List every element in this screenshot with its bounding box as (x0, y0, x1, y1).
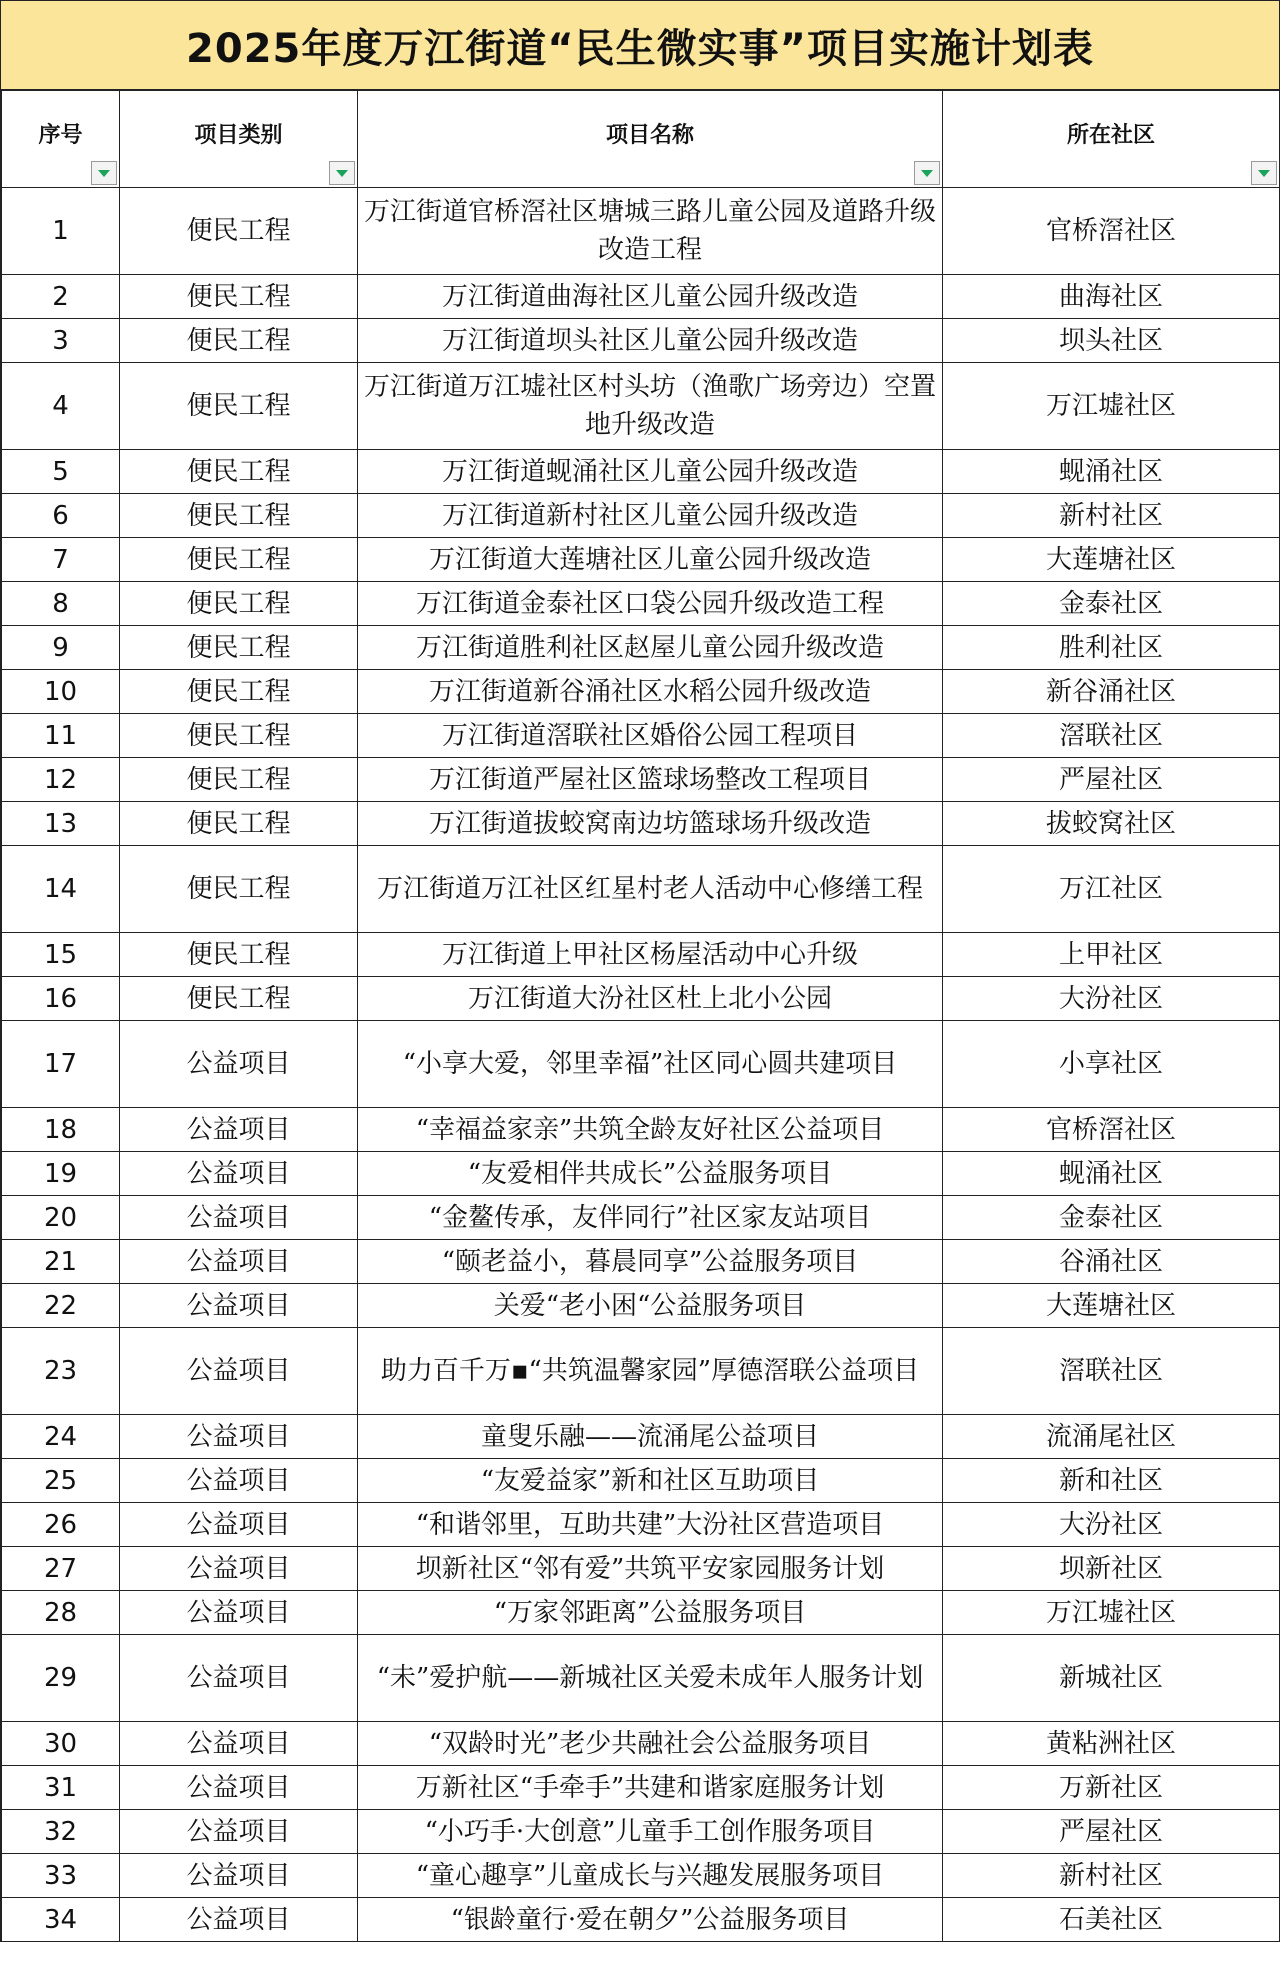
cell-category[interactable]: 公益项目 (120, 1547, 358, 1591)
cell-project-name[interactable]: “幸福益家亲”共筑全龄友好社区公益项目 (358, 1108, 943, 1152)
cell-community[interactable]: 拔蛟窝社区 (943, 802, 1280, 846)
cell-community[interactable]: 大汾社区 (943, 1503, 1280, 1547)
cell-category[interactable]: 公益项目 (120, 1854, 358, 1898)
table-row (2, 1766, 1280, 1810)
project-table (1, 90, 1280, 1942)
cell-community[interactable]: 黄粘洲社区 (943, 1722, 1280, 1766)
cell-no[interactable]: 29 (2, 1635, 120, 1722)
cell-no[interactable]: 4 (2, 363, 120, 450)
cell-project-name[interactable]: 万江街道坝头社区儿童公园升级改造 (358, 319, 943, 363)
cell-category[interactable]: 便民工程 (120, 582, 358, 626)
cell-category[interactable]: 便民工程 (120, 977, 358, 1021)
cell-community[interactable]: 金泰社区 (943, 582, 1280, 626)
cell-category[interactable]: 公益项目 (120, 1240, 358, 1284)
filter-dropdown-icon[interactable] (914, 161, 940, 185)
cell-no[interactable]: 7 (2, 538, 120, 582)
cell-community[interactable]: 滘联社区 (943, 714, 1280, 758)
cell-project-name[interactable]: “友爱相伴共成长”公益服务项目 (358, 1152, 943, 1196)
header-label: 序号 (38, 122, 83, 148)
cell-community[interactable]: 大莲塘社区 (943, 538, 1280, 582)
cell-no[interactable]: 3 (2, 319, 120, 363)
cell-project-name[interactable]: “未”爱护航——新城社区关爱未成年人服务计划 (358, 1635, 943, 1722)
cell-category[interactable]: 便民工程 (120, 363, 358, 450)
cell-project-name[interactable]: “童心趣享”儿童成长与兴趣发展服务项目 (358, 1854, 943, 1898)
cell-no[interactable]: 30 (2, 1722, 120, 1766)
table-row (2, 450, 1280, 494)
cell-category[interactable]: 便民工程 (120, 450, 358, 494)
cell-category[interactable]: 便民工程 (120, 626, 358, 670)
header-label: 项目名称 (605, 122, 694, 148)
cell-project-name[interactable]: 万江街道滘联社区婚俗公园工程项目 (358, 714, 943, 758)
cell-no[interactable]: 10 (2, 670, 120, 714)
cell-project-name[interactable]: “友爱益家”新和社区互助项目 (358, 1459, 943, 1503)
cell-category[interactable]: 公益项目 (120, 1415, 358, 1459)
table-row (2, 1898, 1280, 1942)
cell-community[interactable]: 蚬涌社区 (943, 450, 1280, 494)
cell-community[interactable]: 小享社区 (943, 1021, 1280, 1108)
cell-no[interactable]: 23 (2, 1328, 120, 1415)
cell-project-name[interactable]: “颐老益小，暮晨同享”公益服务项目 (358, 1240, 943, 1284)
cell-category[interactable]: 便民工程 (120, 846, 358, 933)
cell-community[interactable]: 官桥滘社区 (943, 1108, 1280, 1152)
table-row (2, 802, 1280, 846)
cell-no[interactable]: 19 (2, 1152, 120, 1196)
cell-category[interactable]: 公益项目 (120, 1766, 358, 1810)
cell-no[interactable]: 21 (2, 1240, 120, 1284)
cell-community[interactable]: 石美社区 (943, 1898, 1280, 1942)
cell-community[interactable]: 万江墟社区 (943, 363, 1280, 450)
cell-community[interactable]: 官桥滘社区 (943, 188, 1280, 275)
cell-community[interactable]: 新村社区 (943, 494, 1280, 538)
cell-project-name[interactable]: 万江街道上甲社区杨屋活动中心升级 (358, 933, 943, 977)
cell-no[interactable]: 27 (2, 1547, 120, 1591)
cell-no[interactable]: 5 (2, 450, 120, 494)
cell-category[interactable]: 公益项目 (120, 1898, 358, 1942)
table-row (2, 582, 1280, 626)
cell-community[interactable]: 万新社区 (943, 1766, 1280, 1810)
cell-project-name[interactable]: 万江街道新谷涌社区水稻公园升级改造 (358, 670, 943, 714)
cell-category[interactable]: 公益项目 (120, 1328, 358, 1415)
cell-no[interactable]: 28 (2, 1591, 120, 1635)
cell-no[interactable]: 2 (2, 275, 120, 319)
cell-project-name[interactable]: 万江街道胜利社区赵屋儿童公园升级改造 (358, 626, 943, 670)
cell-category[interactable]: 公益项目 (120, 1635, 358, 1722)
cell-category[interactable]: 公益项目 (120, 1152, 358, 1196)
table-row (2, 1284, 1280, 1328)
cell-category[interactable]: 公益项目 (120, 1722, 358, 1766)
cell-project-name[interactable]: 万江街道曲海社区儿童公园升级改造 (358, 275, 943, 319)
cell-no[interactable]: 8 (2, 582, 120, 626)
table-row (2, 275, 1280, 319)
table-body (2, 188, 1280, 1942)
table-row (2, 1459, 1280, 1503)
cell-no[interactable]: 12 (2, 758, 120, 802)
header-cell-category (120, 91, 358, 188)
cell-category[interactable]: 公益项目 (120, 1021, 358, 1108)
cell-category[interactable]: 公益项目 (120, 1810, 358, 1854)
cell-category[interactable]: 公益项目 (120, 1459, 358, 1503)
table-row (2, 1240, 1280, 1284)
cell-community[interactable]: 蚬涌社区 (943, 1152, 1280, 1196)
cell-project-name[interactable]: 童叟乐融——流涌尾公益项目 (358, 1415, 943, 1459)
table-row (2, 714, 1280, 758)
cell-category[interactable]: 便民工程 (120, 494, 358, 538)
cell-category[interactable]: 公益项目 (120, 1108, 358, 1152)
cell-project-name[interactable]: 万江街道大汾社区杜上北小公园 (358, 977, 943, 1021)
table-row (2, 1415, 1280, 1459)
cell-category[interactable]: 便民工程 (120, 933, 358, 977)
cell-category[interactable]: 便民工程 (120, 319, 358, 363)
cell-no[interactable]: 16 (2, 977, 120, 1021)
table-row (2, 494, 1280, 538)
table-row (2, 933, 1280, 977)
cell-no[interactable]: 20 (2, 1196, 120, 1240)
cell-project-name[interactable]: 助力百千万▪“共筑温馨家园”厚德滘联公益项目 (358, 1328, 943, 1415)
cell-project-name[interactable]: “双龄时光”老少共融社会公益服务项目 (358, 1722, 943, 1766)
table-row (2, 670, 1280, 714)
table-row (2, 1196, 1280, 1240)
table-row (2, 363, 1280, 450)
cell-community[interactable]: 上甲社区 (943, 933, 1280, 977)
cell-project-name[interactable]: 万江街道严屋社区篮球场整改工程项目 (358, 758, 943, 802)
table-row (2, 1635, 1280, 1722)
table-row (2, 188, 1280, 275)
cell-category[interactable]: 便民工程 (120, 188, 358, 275)
sheet-title: 2025年度万江街道“民生微实事”项目实施计划表 (1, 0, 1279, 90)
cell-community[interactable]: 万江社区 (943, 846, 1280, 933)
cell-no[interactable]: 32 (2, 1810, 120, 1854)
cell-category[interactable]: 公益项目 (120, 1284, 358, 1328)
cell-no[interactable]: 1 (2, 188, 120, 275)
cell-no[interactable]: 13 (2, 802, 120, 846)
cell-no[interactable]: 31 (2, 1766, 120, 1810)
cell-no[interactable]: 14 (2, 846, 120, 933)
cell-project-name[interactable]: 万江街道金泰社区口袋公园升级改造工程 (358, 582, 943, 626)
cell-community[interactable]: 滘联社区 (943, 1328, 1280, 1415)
cell-community[interactable]: 大莲塘社区 (943, 1284, 1280, 1328)
table-row (2, 626, 1280, 670)
cell-project-name[interactable]: 万新社区“手牵手”共建和谐家庭服务计划 (358, 1766, 943, 1810)
cell-no[interactable]: 33 (2, 1854, 120, 1898)
table-row (2, 977, 1280, 1021)
filter-dropdown-icon[interactable] (91, 161, 117, 185)
cell-community[interactable]: 新谷涌社区 (943, 670, 1280, 714)
cell-project-name[interactable]: 万江街道蚬涌社区儿童公园升级改造 (358, 450, 943, 494)
cell-project-name[interactable]: “小巧手·大创意”儿童手工创作服务项目 (358, 1810, 943, 1854)
header-cell-name (358, 91, 943, 188)
table-row (2, 1108, 1280, 1152)
cell-category[interactable]: 便民工程 (120, 714, 358, 758)
cell-project-name[interactable]: 关爱“老小困“公益服务项目 (358, 1284, 943, 1328)
cell-no[interactable]: 9 (2, 626, 120, 670)
cell-category[interactable]: 便民工程 (120, 275, 358, 319)
cell-community[interactable]: 胜利社区 (943, 626, 1280, 670)
filter-dropdown-icon[interactable] (1251, 161, 1277, 185)
cell-project-name[interactable]: 万江街道拔蛟窝南边坊篮球场升级改造 (358, 802, 943, 846)
cell-category[interactable]: 便民工程 (120, 670, 358, 714)
cell-no[interactable]: 11 (2, 714, 120, 758)
cell-community[interactable]: 曲海社区 (943, 275, 1280, 319)
header-label: 所在社区 (1066, 122, 1155, 148)
table-row (2, 1854, 1280, 1898)
cell-category[interactable]: 公益项目 (120, 1591, 358, 1635)
header-cell-no (2, 91, 120, 188)
cell-project-name[interactable]: “和谐邻里，互助共建”大汾社区营造项目 (358, 1503, 943, 1547)
table-row (2, 1021, 1280, 1108)
cell-project-name[interactable]: 万江街道新村社区儿童公园升级改造 (358, 494, 943, 538)
cell-no[interactable]: 25 (2, 1459, 120, 1503)
header-label: 项目类别 (194, 122, 283, 148)
cell-category[interactable]: 便民工程 (120, 538, 358, 582)
cell-category[interactable]: 便民工程 (120, 758, 358, 802)
cell-category[interactable]: 便民工程 (120, 802, 358, 846)
header-cell-community (943, 91, 1280, 188)
cell-community[interactable]: 严屋社区 (943, 758, 1280, 802)
cell-project-name[interactable]: 万江街道大莲塘社区儿童公园升级改造 (358, 538, 943, 582)
cell-community[interactable]: 流涌尾社区 (943, 1415, 1280, 1459)
cell-no[interactable]: 24 (2, 1415, 120, 1459)
cell-community[interactable]: 大汾社区 (943, 977, 1280, 1021)
cell-no[interactable]: 34 (2, 1898, 120, 1942)
cell-category[interactable]: 公益项目 (120, 1503, 358, 1547)
table-row (2, 1503, 1280, 1547)
cell-no[interactable]: 6 (2, 494, 120, 538)
cell-project-name[interactable]: 万江街道万江社区红星村老人活动中心修缮工程 (358, 846, 943, 933)
table-row (2, 758, 1280, 802)
table-row (2, 1328, 1280, 1415)
cell-project-name[interactable]: “金鳌传承，友伴同行”社区家友站项目 (358, 1196, 943, 1240)
cell-category[interactable]: 公益项目 (120, 1196, 358, 1240)
table-row (2, 319, 1280, 363)
table-row (2, 1591, 1280, 1635)
header-row (2, 91, 1280, 188)
cell-no[interactable]: 15 (2, 933, 120, 977)
cell-community[interactable]: 新和社区 (943, 1459, 1280, 1503)
table-row (2, 1810, 1280, 1854)
cell-project-name[interactable]: “小享大爱，邻里幸福”社区同心圆共建项目 (358, 1021, 943, 1108)
cell-community[interactable]: 谷涌社区 (943, 1240, 1280, 1284)
cell-no[interactable]: 17 (2, 1021, 120, 1108)
cell-project-name[interactable]: 万江街道万江墟社区村头坊（渔歌广场旁边）空置地升级改造 (358, 363, 943, 450)
cell-project-name[interactable]: 万江街道官桥滘社区塘城三路儿童公园及道路升级改造工程 (358, 188, 943, 275)
table-row (2, 846, 1280, 933)
filter-dropdown-icon[interactable] (329, 161, 355, 185)
cell-community[interactable]: 坝新社区 (943, 1547, 1280, 1591)
cell-community[interactable]: 金泰社区 (943, 1196, 1280, 1240)
cell-community[interactable]: 新村社区 (943, 1854, 1280, 1898)
cell-no[interactable]: 18 (2, 1108, 120, 1152)
cell-project-name[interactable]: 坝新社区“邻有爱”共筑平安家园服务计划 (358, 1547, 943, 1591)
cell-no[interactable]: 22 (2, 1284, 120, 1328)
table-row (2, 1152, 1280, 1196)
table-row (2, 1722, 1280, 1766)
table-row (2, 538, 1280, 582)
cell-project-name[interactable]: “万家邻距离”公益服务项目 (358, 1591, 943, 1635)
cell-community[interactable]: 坝头社区 (943, 319, 1280, 363)
cell-community[interactable]: 万江墟社区 (943, 1591, 1280, 1635)
cell-community[interactable]: 新城社区 (943, 1635, 1280, 1722)
cell-project-name[interactable]: “银龄童行·爱在朝夕”公益服务项目 (358, 1898, 943, 1942)
cell-community[interactable]: 严屋社区 (943, 1810, 1280, 1854)
table-row (2, 1547, 1280, 1591)
cell-no[interactable]: 26 (2, 1503, 120, 1547)
